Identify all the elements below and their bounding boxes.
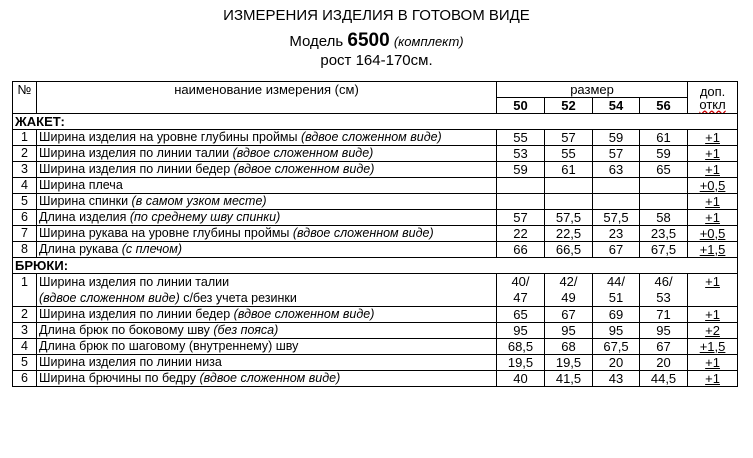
row-number: 2 — [13, 146, 37, 162]
size-value — [640, 178, 688, 194]
measurement-name — [37, 323, 497, 339]
size-value: 68 — [545, 339, 593, 355]
size-value: 57,5 — [593, 210, 640, 226]
row-number: 1 — [13, 130, 37, 146]
size-value: 23 — [593, 226, 640, 242]
model-suffix: (комплект) — [393, 34, 464, 49]
tolerance-text: +1 — [705, 274, 720, 289]
tolerance-value — [688, 307, 738, 323]
size-value: 55 — [497, 130, 545, 146]
tolerance-value — [688, 226, 738, 242]
size-value: 67,5 — [593, 339, 640, 355]
size-value-top: 40/ — [511, 274, 530, 289]
row-number: 1 — [13, 274, 37, 307]
size-value: 68,5 — [497, 339, 545, 355]
header-dop-line2: откл — [699, 96, 726, 112]
size-value-bottom: 49 — [561, 290, 576, 305]
measurement-label: Длина брюк по боковому шву — [39, 323, 214, 337]
tolerance-value — [688, 210, 738, 226]
measurement-name — [37, 242, 497, 258]
row-number: 7 — [13, 226, 37, 242]
row-number: 4 — [13, 339, 37, 355]
table-row — [13, 355, 738, 371]
measurement-note: (вдвое сложенном виде) — [300, 130, 442, 144]
measurement-note: (по среднему шву спинки) — [129, 210, 281, 224]
size-value: 71 — [640, 307, 688, 323]
size-value-top: 42/ — [559, 274, 578, 289]
size-value: 69 — [593, 307, 640, 323]
size-value: 19,5 — [545, 355, 593, 371]
header-row — [13, 82, 738, 98]
table-row — [13, 162, 738, 178]
measurement-note: (в самом узком месте) — [131, 194, 267, 208]
measurement-name — [37, 146, 497, 162]
tolerance-text: +1 — [705, 355, 720, 370]
tolerance-value — [688, 178, 738, 194]
size-value: 63 — [593, 162, 640, 178]
size-value — [593, 194, 640, 210]
size-52: 52 — [545, 98, 593, 114]
size-value — [545, 178, 593, 194]
size-value: 65 — [497, 307, 545, 323]
tolerance-text: +1,5 — [699, 242, 726, 257]
tolerance-value — [688, 130, 738, 146]
measurements-table — [12, 81, 738, 387]
size-54: 54 — [593, 98, 640, 114]
size-value: 20 — [593, 355, 640, 371]
row-number: 8 — [13, 242, 37, 258]
tolerance-text: +0,5 — [699, 226, 726, 241]
measurement-name — [37, 355, 497, 371]
table-row — [13, 178, 738, 194]
tolerance-value — [688, 371, 738, 387]
model-prefix: Модель — [289, 33, 344, 50]
tolerance-text: +1 — [705, 210, 720, 225]
tolerance-value — [688, 323, 738, 339]
size-value: 57 — [497, 210, 545, 226]
measurement-label: Длина рукава — [39, 242, 122, 256]
size-value: 41,5 — [545, 371, 593, 387]
model-number: 6500 — [347, 30, 390, 51]
size-value: 59 — [640, 146, 688, 162]
measurement-name — [37, 210, 497, 226]
size-value — [640, 274, 688, 307]
header-size: размер — [497, 82, 688, 98]
measurement-label: Длина изделия — [39, 210, 130, 224]
row-number: 6 — [13, 210, 37, 226]
tolerance-value — [688, 146, 738, 162]
size-value — [497, 194, 545, 210]
size-value: 58 — [640, 210, 688, 226]
size-value — [497, 178, 545, 194]
size-value-top: 44/ — [606, 274, 626, 289]
size-value: 95 — [497, 323, 545, 339]
size-value: 43 — [593, 371, 640, 387]
tolerance-value — [688, 194, 738, 210]
measurement-name — [37, 274, 497, 307]
document-title: ИЗМЕРЕНИЯ ИЗДЕЛИЯ В ГОТОВОМ ВИДЕ — [223, 7, 530, 24]
measurement-label: Ширина изделия по линии бедер — [39, 307, 234, 321]
size-value: 67 — [640, 339, 688, 355]
measurement-label: Ширина изделия по линии бедер — [39, 162, 234, 176]
measurement-label: Длина брюк по шаговому (внутреннему) шву — [39, 339, 299, 353]
measurement-label: Ширина изделия по линии талии — [39, 275, 230, 289]
measurement-label: Ширина рукава на уровне глубины проймы — [39, 226, 293, 240]
model-line — [0, 30, 753, 52]
tolerance-value — [688, 162, 738, 178]
size-value: 67,5 — [640, 242, 688, 258]
measurement-label-extra: с/без учета резинки — [179, 291, 297, 305]
measurement-note: (вдвое сложенном виде) — [232, 146, 374, 160]
tolerance-text: +0,5 — [699, 178, 726, 193]
measurement-label: Ширина изделия по линии талии — [39, 146, 233, 160]
table-row — [13, 371, 738, 387]
measurement-label: Ширина плеча — [39, 178, 123, 192]
size-value: 22,5 — [545, 226, 593, 242]
table-row — [13, 242, 738, 258]
measurement-note: (вдвое сложенном виде) — [233, 307, 375, 321]
measurement-note: (с плечом) — [121, 242, 182, 256]
table-row — [13, 274, 738, 307]
tolerance-text: +1 — [705, 146, 720, 161]
row-number: 5 — [13, 194, 37, 210]
measurement-label-line2 — [39, 290, 494, 306]
measurement-note: (вдвое сложенном виде) — [199, 371, 341, 385]
size-56: 56 — [640, 98, 688, 114]
table-row — [13, 307, 738, 323]
section-jacket — [13, 114, 738, 130]
row-number: 2 — [13, 307, 37, 323]
header-name: наименование измерения (см) — [37, 82, 497, 114]
size-value-bottom: 53 — [656, 290, 671, 305]
row-number: 6 — [13, 371, 37, 387]
size-value: 66,5 — [545, 242, 593, 258]
tolerance-value — [688, 274, 738, 307]
tolerance-text: +1 — [705, 371, 720, 386]
size-value: 19,5 — [497, 355, 545, 371]
table-row — [13, 339, 738, 355]
size-value: 61 — [545, 162, 593, 178]
size-value: 59 — [593, 130, 640, 146]
size-value: 95 — [640, 323, 688, 339]
measurement-note: (вдвое сложенном виде) — [292, 226, 434, 240]
size-value: 59 — [497, 162, 545, 178]
measurement-name — [37, 178, 497, 194]
table-row — [13, 194, 738, 210]
size-value: 57,5 — [545, 210, 593, 226]
header-no: № — [13, 82, 37, 114]
size-value: 22 — [497, 226, 545, 242]
size-value: 55 — [545, 146, 593, 162]
table-row — [13, 146, 738, 162]
size-value: 20 — [640, 355, 688, 371]
table-row — [13, 130, 738, 146]
measurement-note: (вдвое сложенном виде) — [233, 162, 375, 176]
measurement-note: (без пояса) — [213, 323, 279, 337]
tolerance-value — [688, 355, 738, 371]
size-value — [545, 194, 593, 210]
tolerance-text: +1 — [705, 307, 720, 322]
measurement-label: Ширина изделия на уровне глубины проймы — [39, 130, 301, 144]
size-value — [640, 194, 688, 210]
tolerance-text: +2 — [705, 323, 720, 338]
measurement-name — [37, 339, 497, 355]
size-value-bottom: 47 — [513, 290, 528, 305]
header-dop-line1: доп. — [699, 83, 726, 99]
size-value: 67 — [593, 242, 640, 258]
height-line: рост 164-170см. — [320, 52, 433, 69]
measurement-name — [37, 194, 497, 210]
measurement-name — [37, 307, 497, 323]
size-value-top: 46/ — [654, 274, 673, 289]
section-pants — [13, 258, 738, 274]
measurement-note: (вдвое сложенном виде) — [39, 291, 180, 305]
size-value-bottom: 51 — [608, 290, 624, 305]
tolerance-text: +1 — [705, 162, 720, 177]
size-value: 57 — [545, 130, 593, 146]
size-value: 65 — [640, 162, 688, 178]
measurement-name — [37, 130, 497, 146]
size-50: 50 — [497, 98, 545, 114]
size-value: 57 — [593, 146, 640, 162]
size-value: 53 — [497, 146, 545, 162]
row-number: 3 — [13, 323, 37, 339]
size-value — [593, 178, 640, 194]
row-number: 4 — [13, 178, 37, 194]
table-row — [13, 323, 738, 339]
table-row — [13, 226, 738, 242]
size-value — [593, 274, 640, 307]
tolerance-value — [688, 339, 738, 355]
measurement-name — [37, 371, 497, 387]
size-value: 95 — [545, 323, 593, 339]
measurement-name — [37, 162, 497, 178]
row-number: 3 — [13, 162, 37, 178]
section-jacket-label: ЖАКЕТ: — [13, 114, 738, 130]
tolerance-text: +1 — [705, 130, 720, 145]
header-dop — [688, 82, 738, 114]
measurement-label: Ширина спинки — [39, 194, 132, 208]
tolerance-text: +1,5 — [699, 339, 726, 354]
measurement-name — [37, 226, 497, 242]
table-row — [13, 210, 738, 226]
section-pants-label: БРЮКИ: — [13, 258, 738, 274]
size-value: 66 — [497, 242, 545, 258]
size-value: 95 — [593, 323, 640, 339]
size-value: 44,5 — [640, 371, 688, 387]
measurement-label: Ширина брючины по бедру — [39, 371, 200, 385]
size-value: 40 — [497, 371, 545, 387]
size-value — [497, 274, 545, 307]
tolerance-text: +1 — [705, 194, 720, 209]
size-value: 61 — [640, 130, 688, 146]
size-value: 67 — [545, 307, 593, 323]
tolerance-value — [688, 242, 738, 258]
size-value: 23,5 — [640, 226, 688, 242]
size-value — [545, 274, 593, 307]
row-number: 5 — [13, 355, 37, 371]
measurement-label: Ширина изделия по линии низа — [39, 355, 222, 369]
